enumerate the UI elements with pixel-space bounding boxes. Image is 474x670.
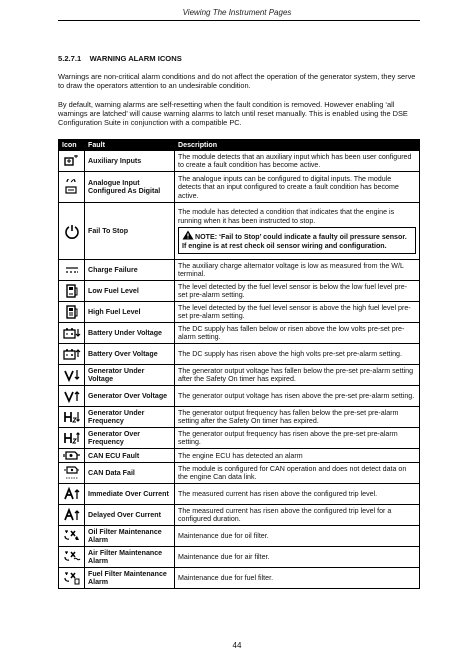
warning-triangle-icon [182, 230, 194, 242]
fault-description: The module detects that an auxiliary input which has been user configured to create a fault condition has become active. [175, 151, 420, 172]
generator-under-voltage-icon [59, 365, 85, 386]
fault-description: The DC supply has fallen below or risen above the low volts pre-set pre-alarm setting. [175, 323, 420, 344]
fault-label: Generator Under Frequency [85, 407, 175, 428]
charge-failure-icon [59, 260, 85, 281]
fault-label: Generator Over Voltage [85, 386, 175, 407]
fail-to-stop-icon [59, 203, 85, 260]
fuel-filter-icon [59, 568, 85, 589]
fault-description: The generator output frequency has fallen below the pre-set pre-alarm setting after the Safety On timer has expired. [175, 407, 420, 428]
section-title: 5.2.7.1 WARNING ALARM ICONS [58, 54, 182, 63]
table-row [59, 281, 420, 302]
fault-label: Generator Under Voltage [85, 365, 175, 386]
fault-description: The generator output frequency has risen above the pre-set pre-alarm setting. [175, 428, 420, 449]
note-text: NOTE: ‘Fail to Stop’ could indicate a faulty oil pressure sensor. If engine is at rest check oil sensor wiring and configuration. [182, 232, 407, 251]
fault-description: The generator output voltage has fallen below the pre-set pre-alarm setting after the Safety On timer has expired. [175, 365, 420, 386]
fault-label: Battery Over Voltage [85, 344, 175, 365]
analogue-input-icon [59, 172, 85, 203]
fault-description: The module is configured for CAN operation and does not detect data on the engine Can data link. [175, 463, 420, 484]
immediate-over-current-icon [59, 484, 85, 505]
latching-paragraph: By default, warning alarms are self-resetting when the fault condition is removed. However enabling ‘all warnings are latched’ will cause warning alarms to latch until reset manually. This is enabled using the DSE Configuration Suite in conjunction with a compatible PC. [58, 100, 408, 128]
table-row [59, 323, 420, 344]
fault-label: Immediate Over Current [85, 484, 175, 505]
fault-label: Analogue Input Configured As Digital [85, 172, 175, 203]
header-rule [58, 20, 420, 21]
table-row [59, 172, 420, 203]
table-row [59, 526, 420, 547]
table-row [59, 203, 420, 260]
oil-filter-icon [59, 526, 85, 547]
table-row [59, 151, 420, 172]
fault-label: Low Fuel Level [85, 281, 175, 302]
fault-label: Delayed Over Current [85, 505, 175, 526]
table-row [59, 463, 420, 484]
fault-label: CAN Data Fail [85, 463, 175, 484]
air-filter-icon [59, 547, 85, 568]
can-data-fail-icon [59, 463, 85, 484]
fault-description-cell [175, 203, 420, 260]
fault-description: The analogue inputs can be configured to digital inputs. The module detects that an input configured to create a fault condition has become active. [175, 172, 420, 203]
battery-over-voltage-icon [59, 344, 85, 365]
fault-description: The level detected by the fuel level sensor is above the high fuel level pre-set pre-alarm setting. [175, 302, 420, 323]
auxiliary-input-icon [59, 151, 85, 172]
warning-alarm-table [58, 139, 420, 589]
fault-description: The DC supply has risen above the high volts pre-set pre-alarm setting. [175, 344, 420, 365]
high-fuel-level-icon [59, 302, 85, 323]
fault-description: Maintenance due for air filter. [175, 547, 420, 568]
fault-label: CAN ECU Fault [85, 449, 175, 463]
battery-under-voltage-icon [59, 323, 85, 344]
fault-label: Auxiliary Inputs [85, 151, 175, 172]
fault-label: High Fuel Level [85, 302, 175, 323]
fault-description: The module has detected a condition that indicates that the engine is running when it has been instructed to stop. [178, 208, 395, 225]
fault-label: Air Filter Maintenance Alarm [85, 547, 175, 568]
fault-description: Maintenance due for oil filter. [175, 526, 420, 547]
generator-over-frequency-icon [59, 428, 85, 449]
table-row [59, 568, 420, 589]
table-row [59, 386, 420, 407]
delayed-over-current-icon [59, 505, 85, 526]
fault-label: Fuel Filter Maintenance Alarm [85, 568, 175, 589]
fault-description: Maintenance due for fuel filter. [175, 568, 420, 589]
fault-description: The auxiliary charge alternator voltage is low as measured from the W/L terminal. [175, 260, 420, 281]
icon-column-header: Icon [59, 140, 85, 151]
fault-label: Oil Filter Maintenance Alarm [85, 526, 175, 547]
intro-paragraph: Warnings are non-critical alarm conditions and do not affect the operation of the generator system, they serve to draw the operators attention to an undesirable condition. [58, 72, 416, 91]
fault-description: The level detected by the fuel level sensor is below the low fuel level pre-set pre-alarm setting. [175, 281, 420, 302]
table-row [59, 302, 420, 323]
description-column-header: Description [175, 140, 420, 151]
low-fuel-level-icon [59, 281, 85, 302]
fault-label: Generator Over Frequency [85, 428, 175, 449]
table-row [59, 505, 420, 526]
fault-label: Fail To Stop [85, 203, 175, 260]
generator-over-voltage-icon [59, 386, 85, 407]
table-row [59, 407, 420, 428]
fault-label: Charge Failure [85, 260, 175, 281]
table-row [59, 547, 420, 568]
table-row [59, 428, 420, 449]
table-row [59, 484, 420, 505]
fault-description: The measured current has risen above the configured trip level for a configured duration. [175, 505, 420, 526]
page-number: 44 [232, 641, 242, 650]
generator-under-frequency-icon [59, 407, 85, 428]
fault-column-header: Fault [85, 140, 175, 151]
fault-description: The generator output voltage has risen above the pre-set pre-alarm setting. [175, 386, 420, 407]
fault-label: Battery Under Voltage [85, 323, 175, 344]
table-row [59, 449, 420, 463]
table-row [59, 344, 420, 365]
fault-description: The engine ECU has detected an alarm [175, 449, 420, 463]
fault-description: The measured current has risen above the configured trip level. [175, 484, 420, 505]
note-box [178, 227, 416, 254]
table-header-row [59, 140, 420, 151]
table-row [59, 365, 420, 386]
page-header: Viewing The Instrument Pages [182, 8, 292, 17]
can-ecu-fault-icon [59, 449, 85, 463]
table-row [59, 260, 420, 281]
